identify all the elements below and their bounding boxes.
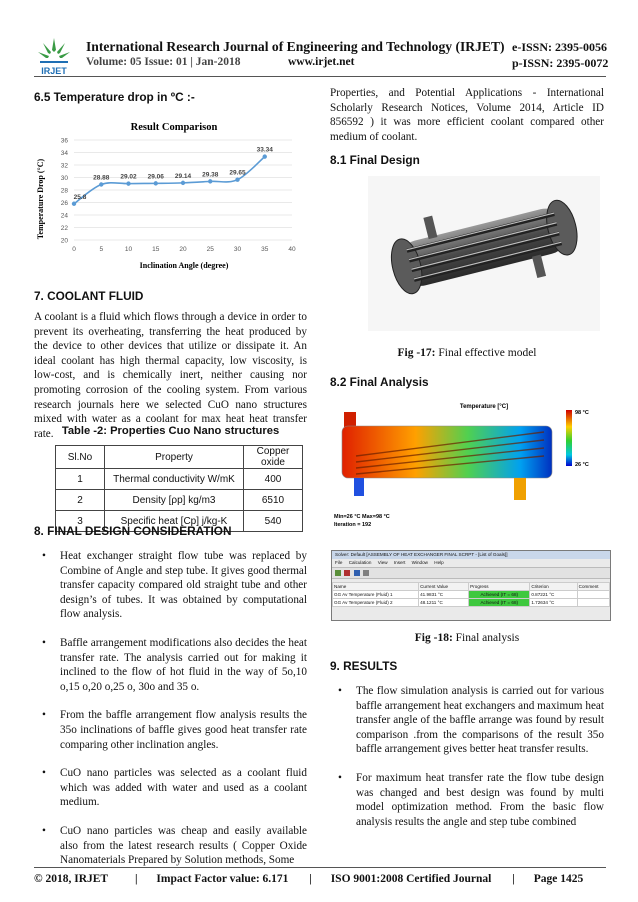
- table-cell: Thermal conductivity W/mK: [105, 469, 244, 490]
- chart-x-ticks: [72, 246, 296, 253]
- temperature-drop-chart: [34, 116, 306, 270]
- menu-view[interactable]: View: [377, 560, 388, 565]
- table-cell: 540: [244, 511, 303, 532]
- properties-table: [55, 445, 303, 532]
- menu-calculation[interactable]: Calculation: [348, 560, 372, 565]
- chart-x-label: Inclination Angle (degree): [139, 261, 229, 270]
- table-cell: 400: [244, 469, 303, 490]
- goals-row: [333, 599, 610, 607]
- cfd-contour-figure: [334, 396, 600, 534]
- header-rule: [34, 76, 606, 77]
- pissn: p-ISSN: 2395-0072: [512, 56, 609, 70]
- goals-cell: 1.72634 °C: [530, 599, 577, 607]
- section-8-1-heading: 8.1 Final Design: [330, 153, 420, 167]
- chart-point: [126, 181, 130, 185]
- chart-x-tick: 15: [152, 246, 160, 253]
- chart-data-label: 25.8: [73, 193, 87, 201]
- contour-title: Temperature [°C]: [459, 404, 509, 410]
- chart-point: [181, 181, 185, 185]
- chart-x-tick: 30: [233, 246, 242, 253]
- goals-cell: 48.1211 °C: [419, 599, 469, 607]
- list-item: • For maximum heat transfer rate the flow tube design was changed and best design was found by multi model optimization method. From the basic flow analysis results the angle and step tube combined: [330, 771, 604, 829]
- volume-issue: Volume: 05 Issue: 01 | Jan-2018: [86, 56, 241, 68]
- section-8-2-heading: 8.2 Final Analysis: [330, 375, 429, 389]
- chart-y-tick: 28: [60, 187, 68, 195]
- table-cell: 2: [56, 490, 105, 511]
- goals-row: [333, 591, 610, 599]
- chart-y-tick: 30: [60, 175, 68, 182]
- color-scale: [566, 410, 572, 466]
- chart-y-tick: 20: [60, 237, 68, 245]
- page-footer: [34, 873, 606, 885]
- goals-cell: [577, 599, 609, 607]
- design-bullets: [34, 549, 307, 882]
- table-header-cell: Property: [105, 446, 244, 469]
- eissn: e-ISSN: 2395-0056: [512, 40, 607, 54]
- chart-y-tick: 32: [60, 162, 68, 170]
- scale-max-label: 98 °C: [575, 410, 589, 416]
- chart-y-tick: 22: [60, 225, 68, 232]
- chart-x-tick: 40: [288, 246, 296, 253]
- contour-iteration: Iteration = 192: [334, 522, 372, 528]
- chart-data-label: 29.02: [120, 173, 137, 181]
- table-header-cell: Sl.No: [56, 446, 105, 469]
- table-header-row: [56, 446, 303, 469]
- contour-minmax: Min=26 °C Max=98 °C: [334, 514, 390, 520]
- goals-cell: 0.87221 °C: [530, 591, 577, 599]
- section-6-5-heading: 6.5 Temperature drop in ºC :-: [34, 90, 195, 104]
- coolant-paragraph: A coolant is a fluid which flows through a device in order to prevent its overheating, transferring the heat produced by the device to other devices that utilize or dissipate it. An ideal coolant has high thermal capacity, low viscosity, is low-cost, and is chemically inert, neither causing nor promoting corrosion of the cooling system. From various research journals here we selected CuO nano structures mixed with water as a coolant for max heat heat transfer rate.: [34, 311, 307, 440]
- footer-impact: Impact Factor value: 6.171: [156, 873, 289, 885]
- table-cell: 3: [56, 511, 105, 532]
- goals-col-comment: Comment: [577, 583, 609, 591]
- heat-exchanger-model: [368, 176, 600, 331]
- chart-y-tick: 34: [60, 150, 68, 157]
- table-icon[interactable]: [363, 570, 369, 576]
- chart-point: [99, 182, 103, 186]
- goals-progress-cell: Achieved (IT = 68): [469, 599, 530, 607]
- table-cell: Specific heat [Cp] j/kg-K: [105, 511, 244, 532]
- fig-18-text: Final analysis: [455, 632, 520, 644]
- fig-17-label: Fig -17:: [397, 347, 436, 359]
- chart-point: [154, 181, 158, 185]
- chart-y-tick: 36: [60, 137, 68, 145]
- menu-help[interactable]: Help: [434, 560, 444, 565]
- chart-y-tick: 24: [60, 212, 68, 220]
- chart-data-label: 29.65: [229, 169, 246, 177]
- chart-y-ticks: [61, 138, 69, 245]
- section-9-heading: 9. RESULTS: [330, 659, 398, 673]
- chart-data-label: 29.06: [147, 173, 164, 181]
- chart-data-label: 28.88: [93, 174, 110, 182]
- stop-icon[interactable]: [344, 570, 350, 576]
- chart-data-label: 29.14: [174, 172, 192, 180]
- goals-cell: 41.9831 °C: [419, 591, 469, 599]
- goals-table: [332, 582, 610, 607]
- table-cell: 6510: [244, 490, 303, 511]
- goals-cell: GG Av Temperature (Fluid) 2: [333, 599, 419, 607]
- footer-iso: ISO 9001:2008 Certified Journal: [330, 873, 492, 885]
- chart-point: [72, 202, 76, 206]
- chart-x-tick: 0: [72, 246, 76, 253]
- table-cell: Density [ρp] kg/m3: [105, 490, 244, 511]
- chart-title: Result Comparison: [130, 122, 218, 133]
- table-2-caption: Table -2: Properties Cuo Nano structures: [61, 425, 280, 437]
- logo-text: IRJET: [41, 66, 67, 76]
- chart-x-tick: 25: [206, 246, 214, 253]
- goals-col-name: Name: [333, 583, 419, 591]
- solver-title-bar: Solver: Default [ASSEMBLY OF HEAT EXCHANGER FINAL SCRPT - [List of Goals]]: [332, 551, 610, 559]
- table-row: [56, 469, 303, 490]
- list-item: • CuO nano particles was cheap and easily available also from the latest research results ( Copper Oxide Nanomaterials Prepared by Solution methods, Some: [34, 824, 307, 868]
- list-item: • Heat exchanger straight flow tube was replaced by Combine of Angle and step tube. It gives good thermal transfer capacity compared old straight tube and other design’s of tubes. It was obtained by computational flow analysis.: [34, 549, 307, 622]
- chart-data-labels: [74, 147, 274, 201]
- chart-point: [263, 154, 267, 158]
- footer-copyright: © 2018, IRJET: [34, 873, 109, 885]
- goals-col-criterion: Criterion: [530, 583, 577, 591]
- footer-rule: [34, 867, 606, 868]
- chart-data-label: 29.38: [202, 171, 219, 179]
- table-row: [56, 490, 303, 511]
- section-7-heading: 7. COOLANT FLUID: [34, 289, 144, 303]
- goals-cell: GG Av Temperature (Fluid) 1: [333, 591, 419, 599]
- chart-icon[interactable]: [354, 570, 360, 576]
- fig-18-label: Fig -18:: [414, 632, 453, 644]
- chart-data-label: 33.34: [256, 146, 273, 154]
- list-item: • From the baffle arrangement flow analysis results the 35o inclinations of baffle gives good heat transfer rate comparing other inclination angles.: [34, 708, 307, 752]
- table-header-cell: Copper oxide: [244, 446, 303, 469]
- chart-grid: [74, 140, 292, 240]
- footer-separator: |: [512, 873, 515, 885]
- goals-progress-cell: Achieved (IT = 68): [469, 591, 530, 599]
- scale-min-label: 26 °C: [575, 462, 589, 468]
- footer-separator: |: [309, 873, 312, 885]
- chart-x-tick: 35: [261, 246, 269, 253]
- table-cell: 1: [56, 469, 105, 490]
- goals-cell: [577, 591, 609, 599]
- chart-x-tick: 20: [179, 246, 187, 253]
- chart-point: [208, 179, 212, 183]
- list-item: • Baffle arrangement modifications also decides the heat transfer rate. The analysis carried out for making it inclined to the flow of hot fluid in the way of 5o,10 o,15 o,20 o,25 o, 30o and 35 o.: [34, 636, 307, 694]
- goals-col-progress: Progress: [469, 583, 530, 591]
- fig-17-caption: [330, 347, 604, 359]
- fig-17-text: Final effective model: [438, 347, 537, 359]
- menu-insert[interactable]: Insert: [393, 560, 406, 565]
- footer-page: Page 1425: [533, 873, 584, 885]
- irjet-logo: [34, 34, 74, 78]
- goals-header-row: [333, 583, 610, 591]
- list-item: • CuO nano particles was selected as a coolant fluid which was added with water and used as a coolant medium.: [34, 766, 307, 810]
- solver-toolbar: [332, 567, 610, 579]
- solver-menu-bar: [332, 559, 610, 567]
- menu-window[interactable]: Window: [411, 560, 428, 565]
- results-bullets: [330, 684, 604, 843]
- chart-x-tick: 10: [124, 246, 133, 253]
- journal-title: International Research Journal of Engineering and Technology (IRJET): [86, 39, 505, 54]
- references-continuation: Properties, and Potential Applications - International Scholarly Research Notices, Volume 2014, Article ID 856592 ) it was more efficient coolant compared other medium of coolant.: [330, 87, 604, 143]
- goals-col-value: Current Value: [419, 583, 469, 591]
- temperature-contour: [334, 396, 600, 534]
- final-design-figure: [368, 176, 600, 331]
- chart-y-tick: 26: [60, 200, 68, 207]
- list-item: • The flow simulation analysis is carried out for various baffle arrangement heat exchangers and maximum heat transfer angle of the baffle arrange was found by result comparison .from the comparisons of the result 35o baffle arrangement gives better heat transfer results.: [330, 684, 604, 757]
- play-icon[interactable]: [335, 570, 341, 576]
- chart-x-tick: 5: [99, 246, 104, 253]
- footer-separator: |: [134, 873, 138, 885]
- section-8-heading: 8. FINAL DESIGN CONSIDERATION: [34, 524, 232, 538]
- menu-file[interactable]: File: [335, 560, 343, 565]
- chart-point: [235, 177, 239, 181]
- fig-18-caption: [330, 632, 604, 644]
- chart-y-label: Temperature Drop (°C): [36, 158, 45, 240]
- journal-website[interactable]: www.irjet.net: [288, 56, 355, 68]
- solver-window: [331, 550, 611, 621]
